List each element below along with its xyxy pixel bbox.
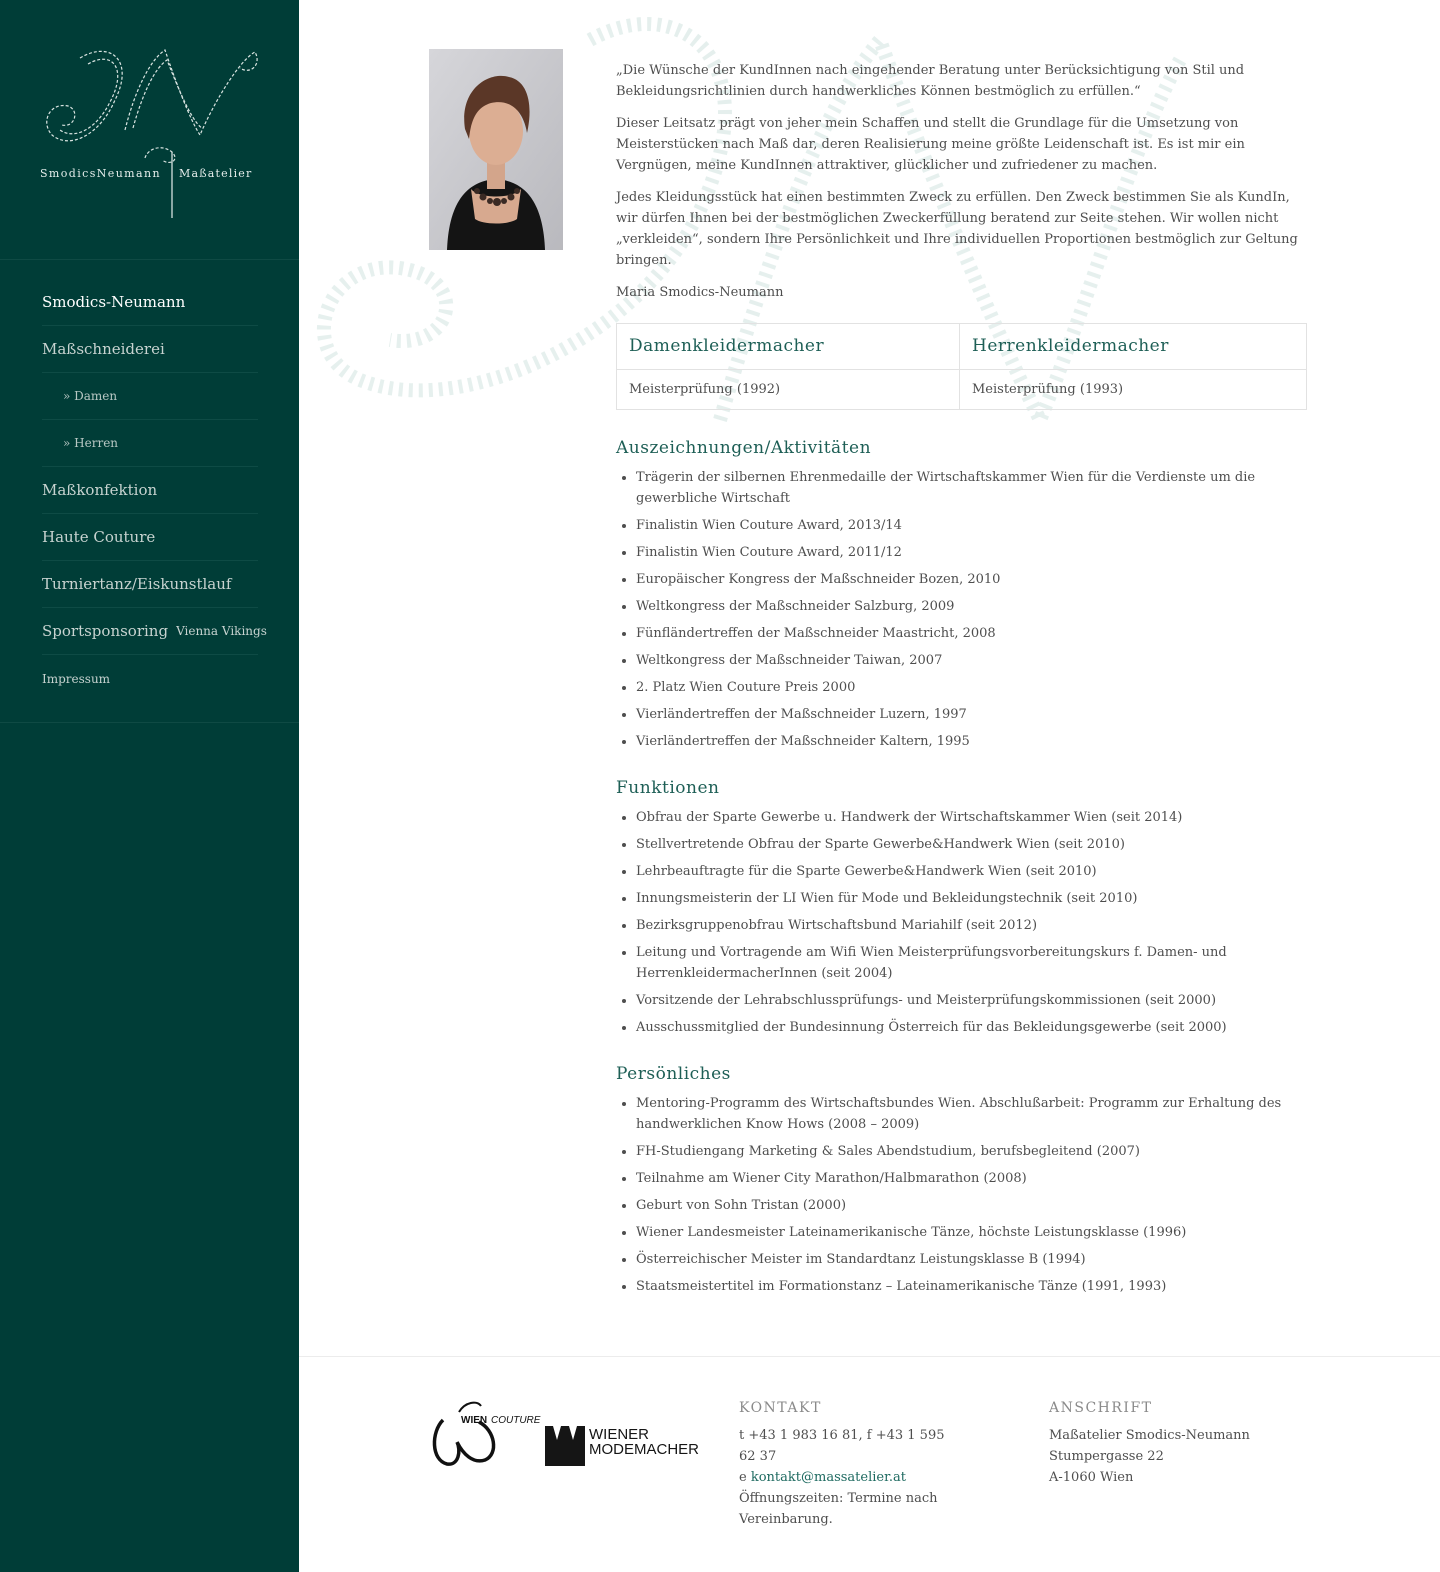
nav-tag: Vienna Vikings [176,624,267,638]
list-item: • Trägerin der silbernen Ehrenmedaille der Wirtschaftskammer Wien für die Verdienste um die gewerbliche Wirtschaft [636,467,1306,509]
signature: Maria Smodics-Neumann [616,285,784,300]
nav-item-smodics-neumann[interactable] [42,279,258,326]
brand-logo[interactable] [40,40,260,220]
nav-item-masskonfektion[interactable] [42,467,258,514]
list-item: • Vierländertreffen der Maßschneider Luzern, 1997 [636,704,1306,725]
address-line-3: A-1060 Wien [1049,1470,1134,1485]
sidebar-divider-top [0,259,299,260]
list-item: • Österreichischer Meister im Standardtanz Leistungsklasse B (1994) [636,1249,1306,1270]
logo-couture-text: COUTURE [491,1415,541,1426]
section-title-functions: Funktionen [616,778,720,798]
address-line-1: Maßatelier Smodics-Neumann [1049,1428,1250,1443]
footer-contact [739,1398,949,1530]
footer-contact-title: KONTAKT [739,1400,822,1416]
list-item: • Teilnahme am Wiener City Marathon/Halbmarathon (2008) [636,1168,1306,1189]
logo-text-left: SmodicsNeumann [40,167,161,180]
nav-item-herren[interactable] [42,420,258,467]
nav-label: » Damen [63,389,118,403]
list-item: • Bezirksgruppenobfrau Wirtschaftsbund Mariahilf (seit 2012) [636,915,1306,936]
list-item: • Ausschussmitglied der Bundesinnung Österreich für das Bekleidungsgewerbe (seit 2000) [636,1017,1306,1038]
table-cell: Meisterprüfung (1992) [617,370,960,410]
footer-address-title: ANSCHRIFT [1049,1400,1153,1416]
personal-list [616,1093,1306,1297]
logo-wmm-line1: WIENER [589,1426,649,1443]
nav-item-haute-couture[interactable] [42,514,258,561]
intro-quote: „Die Wünsche der KundInnen nach eingehender Beratung unter Berücksichtigung von Stil und Bekleidungsrichtlinien durch handwerkliches Können bestmöglich zu erfüllen.“ [616,63,1245,99]
email-prefix: e [739,1470,747,1485]
main-content [616,60,1306,1303]
nav-label: Maßkonfektion [42,481,158,499]
list-item: • Vorsitzende der Lehrabschlussprüfungs- und Meisterprüfungskommissionen (seit 2000) [636,990,1306,1011]
nav-item-damen[interactable] [42,373,258,420]
section-title-awards: Auszeichnungen/Aktivitäten [616,438,872,458]
table-header-damen: Damenkleidermacher [617,324,960,370]
list-item: • Staatsmeistertitel im Formationstanz – Lateinamerikanische Tänze (1991, 1993) [636,1276,1306,1297]
list-item: • Obfrau der Sparte Gewerbe u. Handwerk der Wirtschaftskammer Wien (seit 2014) [636,807,1306,828]
nav-item-turniertanz[interactable] [42,561,258,608]
nav-item-massschneiderei[interactable] [42,326,258,373]
functions-list [616,807,1306,1038]
logo-wmm-line2: MODEMACHER [589,1441,700,1458]
intro-paragraph-1: Dieser Leitsatz prägt von jeher mein Schaffen und stellt die Grundlage für die Umsetzung von Meisterstücken nach Maß dar, deren Realisierung meine größte Leidenschaft ist. Es ist mir ein Vergnügen, meine KundInnen attraktiver, glücklicher und zufriedener zu machen. [616,116,1245,173]
footer-email-line [739,1467,949,1488]
list-item: • Innungsmeisterin der LI Wien für Mode und Bekleidungstechnik (seit 2010) [636,888,1306,909]
logo-text-right: Maßatelier [179,167,253,180]
nav-item-impressum[interactable] [42,655,258,702]
list-item: • Stellvertretende Obfrau der Sparte Gewerbe&Handwerk Wien (seit 2010) [636,834,1306,855]
list-item: • Mentoring-Programm des Wirtschaftsbundes Wien. Abschlußarbeit: Programm zur Erhaltung des handwerklichen Know Hows (2008 – 2009) [636,1093,1306,1135]
list-item: • Fünfländertreffen der Maßschneider Maastricht, 2008 [636,623,1306,644]
table-header-herren: Herrenkleidermacher [960,324,1307,370]
table-row [617,370,1307,410]
table-header-row [617,324,1307,370]
list-item: • Weltkongress der Maßschneider Taiwan, 2007 [636,650,1306,671]
sidebar [0,0,299,1572]
table-cell: Meisterprüfung (1993) [960,370,1307,410]
sidebar-divider-bottom [0,722,299,723]
list-item: • Geburt von Sohn Tristan (2000) [636,1195,1306,1216]
section-title-personal: Persönliches [616,1064,731,1084]
main-navigation [42,279,267,702]
nav-label: Haute Couture [42,528,156,546]
wiener-modemacher-logo[interactable] [545,1420,700,1468]
nav-label: Impressum [42,671,111,686]
nav-label: Maßschneiderei [42,340,165,358]
list-item: • Vierländertreffen der Maßschneider Kaltern, 1995 [636,731,1306,752]
portrait-photo [429,49,563,250]
list-item: • Finalistin Wien Couture Award, 2013/14 [636,515,1306,536]
nav-item-sportsponsoring[interactable] [42,608,267,655]
logo-wien-text: WIEN [461,1415,488,1426]
footer-phone: t +43 1 983 16 81, f +43 1 595 62 37 [739,1428,945,1464]
address-line-2: Stumpergasse 22 [1049,1449,1164,1464]
qualifications-table [616,323,1307,410]
footer-address [1049,1398,1259,1488]
wien-couture-logo[interactable] [429,1398,541,1470]
list-item: • Leitung und Vortragende am Wifi Wien Meisterprüfungsvorbereitungskurs f. Damen- und HerrenkleidermacherInnen (seit 2004) [636,942,1306,984]
nav-label: Smodics-Neumann [42,293,186,311]
list-item: • Weltkongress der Maßschneider Salzburg, 2009 [636,596,1306,617]
email-link[interactable]: kontakt@massatelier.at [750,1470,906,1485]
list-item: • Wiener Landesmeister Lateinamerikanische Tänze, höchste Leistungsklasse (1996) [636,1222,1306,1243]
awards-list [616,467,1306,752]
list-item: • 2. Platz Wien Couture Preis 2000 [636,677,1306,698]
nav-label: » Herren [63,436,119,450]
list-item: • Lehrbeauftragte für die Sparte Gewerbe&Handwerk Wien (seit 2010) [636,861,1306,882]
list-item: • FH-Studiengang Marketing & Sales Abendstudium, berufsbegleitend (2007) [636,1141,1306,1162]
footer-divider [299,1356,1440,1357]
footer-hours: Öffnungszeiten: Termine nach Vereinbarung. [739,1491,938,1527]
nav-label: Sportsponsoring [42,622,169,640]
list-item: • Finalistin Wien Couture Award, 2011/12 [636,542,1306,563]
nav-label: Turniertanz/Eiskunstlauf [42,575,232,593]
intro-paragraph-2: Jedes Kleidungsstück hat einen bestimmten Zweck zu erfüllen. Den Zweck bestimmen Sie als KundIn, wir dürfen Ihnen bei der bestmöglichen Zweckerfüllung beratend zur Seite stehen. Wir wollen nicht „verkleiden“, sondern Ihre Persönlichkeit und Ihre individuellen Proportionen bestmöglich zur Geltung bringen. [616,190,1298,268]
list-item: • Europäischer Kongress der Maßschneider Bozen, 2010 [636,569,1306,590]
